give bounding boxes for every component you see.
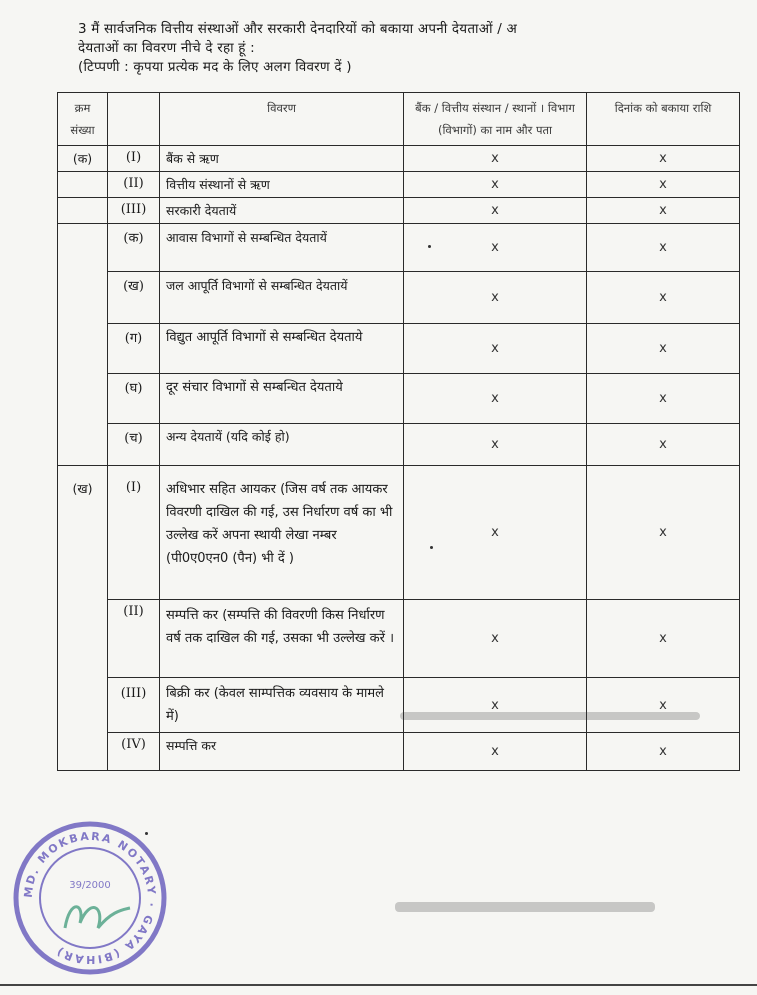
row-bank: x — [404, 146, 587, 172]
row-group — [58, 224, 108, 272]
row-bank: x — [404, 198, 587, 224]
row-group — [58, 600, 108, 678]
header-details: विवरण — [160, 93, 404, 146]
intro-text — [78, 20, 738, 77]
row-text: सरकारी देयतायें — [160, 198, 404, 224]
table-row — [58, 198, 740, 224]
row-group — [58, 198, 108, 224]
row-sub: (ख) — [108, 272, 160, 324]
table-row — [58, 146, 740, 172]
svg-text:MD. MOKBARA NOTARY · GAYA (BIH — [22, 830, 158, 966]
notary-stamp — [10, 818, 170, 978]
row-amount: x — [587, 272, 740, 324]
page-bottom-rule — [0, 984, 757, 986]
row-group: (ख) — [58, 466, 108, 600]
table-row — [58, 600, 740, 678]
row-group — [58, 424, 108, 466]
row-bank: x — [404, 272, 587, 324]
row-bank: x — [404, 172, 587, 198]
row-text: जल आपूर्ति विभागों से सम्बन्धित देयतायें — [160, 272, 404, 324]
row-bank: x — [404, 678, 587, 733]
row-bank: x — [404, 466, 587, 600]
row-amount: x — [587, 733, 740, 771]
row-group — [58, 733, 108, 771]
row-amount: x — [587, 678, 740, 733]
row-text: सम्पत्ति कर (सम्पत्ति की विवरणी किस निर्धारण वर्ष तक दाखिल की गई, उसका भी उल्लेख करें । — [160, 600, 404, 678]
table-row — [58, 224, 740, 272]
header-sub — [108, 93, 160, 146]
row-amount: x — [587, 600, 740, 678]
row-bank: x — [404, 733, 587, 771]
scan-smudge — [400, 712, 700, 720]
row-sub: (III) — [108, 198, 160, 224]
row-group — [58, 172, 108, 198]
row-group — [58, 272, 108, 324]
row-sub: (III) — [108, 678, 160, 733]
row-bank: x — [404, 600, 587, 678]
table-row — [58, 733, 740, 771]
row-amount: x — [587, 466, 740, 600]
row-group — [58, 374, 108, 424]
stamp-number: 39/2000 — [69, 880, 111, 891]
row-amount: x — [587, 324, 740, 374]
header-bank: बैंक / वित्तीय संस्थान / स्थानों । विभाग (विभागों) का नाम और पता — [404, 93, 587, 146]
row-text: दूर संचार विभागों से सम्बन्धित देयताये — [160, 374, 404, 424]
table-row — [58, 324, 740, 374]
table-row — [58, 172, 740, 198]
row-sub: (ग) — [108, 324, 160, 374]
row-bank: x — [404, 324, 587, 374]
row-text: बिक्री कर (केवल साम्पत्तिक व्यवसाय के मामले में) — [160, 678, 404, 733]
row-sub: (I) — [108, 146, 160, 172]
table-header-row — [58, 93, 740, 146]
scan-dot — [428, 245, 431, 248]
table-row — [58, 466, 740, 600]
scan-smudge — [395, 902, 655, 912]
row-text: सम्पत्ति कर — [160, 733, 404, 771]
row-sub: (घ) — [108, 374, 160, 424]
row-group: (क) — [58, 146, 108, 172]
row-bank: x — [404, 224, 587, 272]
header-amount: दिनांक को बकाया राशि — [587, 93, 740, 146]
row-group — [58, 324, 108, 374]
row-sub: (I) — [108, 466, 160, 600]
header-serial: क्रम संख्या — [58, 93, 108, 146]
row-text: बैंक से ऋण — [160, 146, 404, 172]
row-amount: x — [587, 198, 740, 224]
row-sub: (II) — [108, 600, 160, 678]
row-text: अधिभार सहित आयकर (जिस वर्ष तक आयकर विवरणी दाखिल की गई, उस निर्धारण वर्ष का भी उल्लेख करें अपना स्थायी लेखा नम्बर (पी0ए0एन0 (पैन) भी दें ) — [160, 466, 404, 600]
row-bank: x — [404, 424, 587, 466]
table-row — [58, 678, 740, 733]
row-text: अन्य देयतायें (यदि कोई हो) — [160, 424, 404, 466]
table-row — [58, 374, 740, 424]
row-text: आवास विभागों से सम्बन्धित देयतायें — [160, 224, 404, 272]
row-sub: (IV) — [108, 733, 160, 771]
row-sub: (च) — [108, 424, 160, 466]
table-row — [58, 424, 740, 466]
row-amount: x — [587, 374, 740, 424]
row-group — [58, 678, 108, 733]
intro-line-1: 3 मैं सार्वजनिक वित्तीय संस्थाओं और सरकारी देनदारियों को बकाया अपनी देयताओं / अ — [78, 21, 517, 37]
row-amount: x — [587, 424, 740, 466]
row-amount: x — [587, 146, 740, 172]
row-text: वित्तीय संस्थानों से ऋण — [160, 172, 404, 198]
liabilities-table — [57, 92, 740, 771]
row-sub: (II) — [108, 172, 160, 198]
intro-note: (टिप्पणी : कृपया प्रत्येक मद के लिए अलग विवरण दें ) — [78, 59, 352, 75]
intro-line-2: देयताओं का विवरण नीचे दे रहा हूं : — [78, 40, 255, 56]
scan-dot — [430, 546, 433, 549]
row-sub: (क) — [108, 224, 160, 272]
row-amount: x — [587, 224, 740, 272]
row-amount: x — [587, 172, 740, 198]
table-row — [58, 272, 740, 324]
row-text: विद्युत आपूर्ति विभागों से सम्बन्धित देयताये — [160, 324, 404, 374]
stamp-text: MD. MOKBARA NOTARY · GAYA (BIHAR) — [21, 829, 159, 967]
row-bank: x — [404, 374, 587, 424]
